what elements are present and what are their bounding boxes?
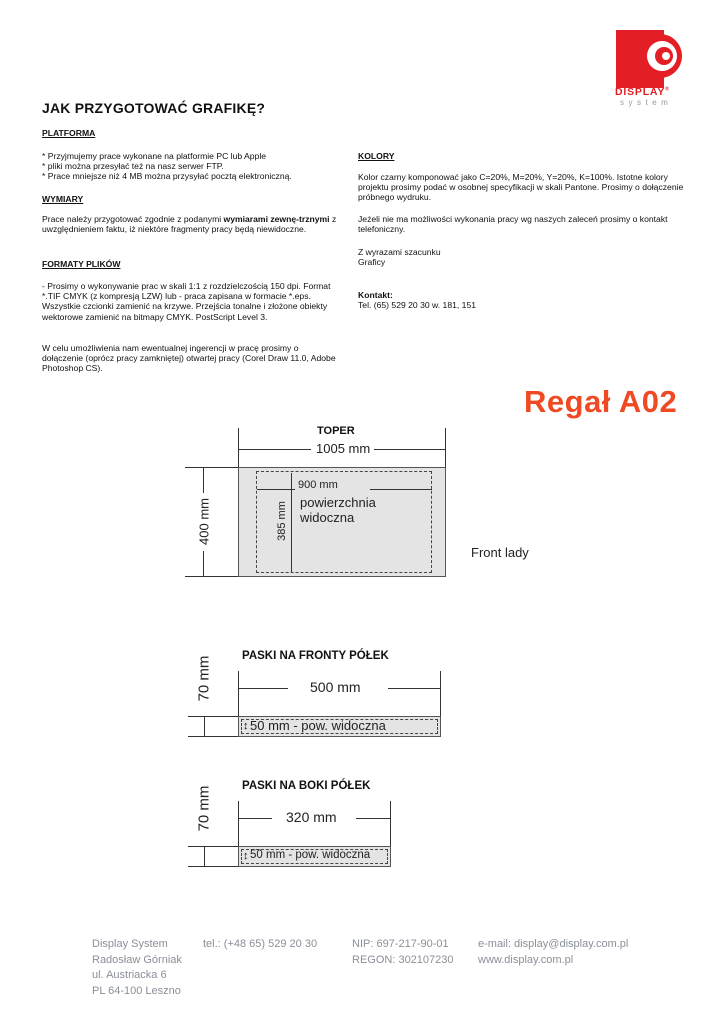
kolory-p2: Jeżeli nie ma możliwości wykonania pracy wg naszych zaleceń prosimy o kontakt telefoniczny. — [358, 214, 668, 235]
footer-owner: Radosław Górniak — [92, 953, 182, 966]
footer-tel: tel.: (+48 65) 529 20 30 — [203, 938, 318, 950]
toper-height-label: 400 mm — [196, 498, 212, 545]
toper-width-label: 1005 mm — [316, 441, 371, 456]
paski-boki-tick-right — [390, 801, 391, 847]
toper-width-tick-right — [445, 428, 446, 468]
paski-boki-width-line-right — [356, 818, 390, 819]
wymiary-text-bold: wymiarami zewnę-trznymi — [223, 214, 330, 224]
company-logo — [614, 28, 684, 108]
section-title-platforma: PLATFORMA — [42, 128, 96, 138]
paski-fronty-hline-bottom — [188, 736, 238, 737]
footer-nip: NIP: 697-217-90-01 — [352, 938, 449, 950]
toper-inner-width-line-right — [370, 489, 432, 490]
toper-height-tick-top — [185, 467, 239, 468]
kolory-greeting — [358, 247, 441, 267]
toper-width-tick-left — [238, 428, 239, 468]
contact-title: Kontakt: — [358, 290, 393, 300]
platforma-line: * Przyjmujemy prace wykonane na platformie PC lub Apple — [42, 151, 267, 161]
paski-boki-arrow-icon: ↕ — [243, 850, 249, 862]
paski-fronty-arrow-icon: ↕ — [243, 720, 249, 732]
section-title-wymiary: WYMIARY — [42, 194, 84, 204]
toper-height-line-top — [203, 467, 204, 493]
footer-tax — [352, 937, 454, 968]
toper-inner-height-label: 385 mm — [276, 501, 288, 541]
inner-text-line-2: widoczna — [300, 510, 355, 525]
footer-website-link[interactable]: www.display.com.pl — [478, 953, 574, 966]
paski-boki-height-label: 70 mm — [195, 785, 213, 832]
paski-boki-hline-top — [188, 846, 238, 847]
product-title: Regał A02 — [524, 384, 678, 419]
logo-sub: system — [620, 98, 673, 107]
logo-brand: DISPLAY — [615, 86, 666, 98]
platforma-line: * pliki można przesyłać też na nasz serwer FTP. — [42, 161, 224, 172]
toper-width-line-right — [374, 449, 446, 450]
paski-boki-vline — [204, 846, 205, 867]
platforma-line: * Prace mniejsze niż 4 MB można przysyłać pocztą elektroniczną. — [42, 171, 292, 182]
paski-fronty-vline — [204, 716, 205, 737]
formaty-p1: - Prosimy o wykonywanie prac w skali 1:1 z rozdzielczością 150 dpi. Format *.TIF CMYK (z kompresją LZW) lub - praca zapisana w formacie *.eps. Wszystkie czcionki zamienić na krzywe. Przejścia tonalne i złożone obiekty wektorowe zamienić na bitmapy CMYK. PostScript Level 3. — [42, 281, 331, 322]
paski-fronty-height-label: 70 mm — [195, 655, 213, 702]
wymiary-text — [42, 214, 338, 234]
toper-inner-height-line — [291, 473, 292, 572]
wymiary-text-b: z uwzględnieniem faktu, iż niektóre fragmenty pracy będą niewidoczne. — [42, 214, 337, 235]
toper-inner-width-label: 900 mm — [298, 479, 338, 491]
page-title: JAK PRZYGOTOWAĆ GRAFIKĘ? — [42, 100, 266, 116]
toper-height-tick-bottom — [185, 576, 239, 577]
paski-fronty-width-line-right — [388, 688, 440, 689]
toper-label: TOPER — [317, 425, 355, 437]
section-title-formaty: FORMATY PLIKÓW — [42, 259, 121, 269]
toper-inner-text — [300, 495, 376, 525]
paski-fronty-width-line-left — [238, 688, 288, 689]
footer-company: Display System — [92, 938, 168, 950]
footer-city: PL 64-100 Leszno — [92, 984, 181, 997]
paski-fronty-width-label: 500 mm — [310, 679, 361, 695]
paski-boki-tick-left — [238, 801, 239, 847]
footer-web — [478, 937, 628, 968]
platforma-list — [42, 151, 342, 182]
paski-fronty-hline-top — [188, 716, 238, 717]
formaty-p2: W celu umożliwienia nam ewentualnej ingerencji w pracę prosimy o dołączenie (oprócz pracy zamkniętej) otwartej pracy (Corel Draw 11.0, Adobe Photoshop CS). — [42, 343, 336, 374]
signature-line: Graficy — [358, 257, 386, 268]
paski-boki-width-label: 320 mm — [286, 809, 337, 825]
inner-text-line-1: powierzchnia — [300, 495, 376, 510]
contact-phone: Tel. (65) 529 20 30 w. 181, 151 — [358, 300, 477, 311]
paski-boki-visible-label: 50 mm - pow. widoczna — [250, 849, 371, 861]
logo-registered: ® — [665, 86, 670, 93]
contact-block — [358, 290, 476, 310]
kolory-p1: Kolor czarny komponować jako C=20%, M=20%, Y=20%, K=100%. Istotne kolory projektu prosimy podać w osobnej specyfikacji w skali Pantone. Prosimy o dołączenie próbnego wydruku. — [358, 172, 684, 203]
paski-fronty-visible-label: 50 mm - pow. widoczna — [250, 718, 386, 733]
footer-street: ul. Austriacka 6 — [92, 969, 167, 981]
paski-fronty-tick-left — [238, 671, 239, 717]
footer-address — [92, 937, 182, 999]
footer-phone — [203, 937, 317, 953]
paski-fronty-label: PASKI NA FRONTY PÓŁEK — [242, 650, 389, 662]
section-title-kolory: KOLORY — [358, 151, 395, 161]
paski-boki-hline-bottom — [188, 866, 238, 867]
paski-boki-width-line-left — [238, 818, 272, 819]
toper-height-line-bottom — [203, 551, 204, 577]
toper-inner-width-line-left — [257, 489, 295, 490]
toper-width-line-left — [238, 449, 311, 450]
footer-email-link[interactable]: e-mail: display@display.com.pl — [478, 938, 629, 950]
footer-regon: REGON: 302107230 — [352, 953, 454, 966]
paski-fronty-tick-right — [440, 671, 441, 717]
toper-side-label: Front lady — [471, 545, 529, 560]
greeting-line: Z wyrazami szacunku — [358, 247, 441, 257]
wymiary-text-a: Prace należy przygotować zgodnie z podanymi — [42, 214, 224, 224]
paski-boki-label: PASKI NA BOKI PÓŁEK — [242, 780, 371, 792]
